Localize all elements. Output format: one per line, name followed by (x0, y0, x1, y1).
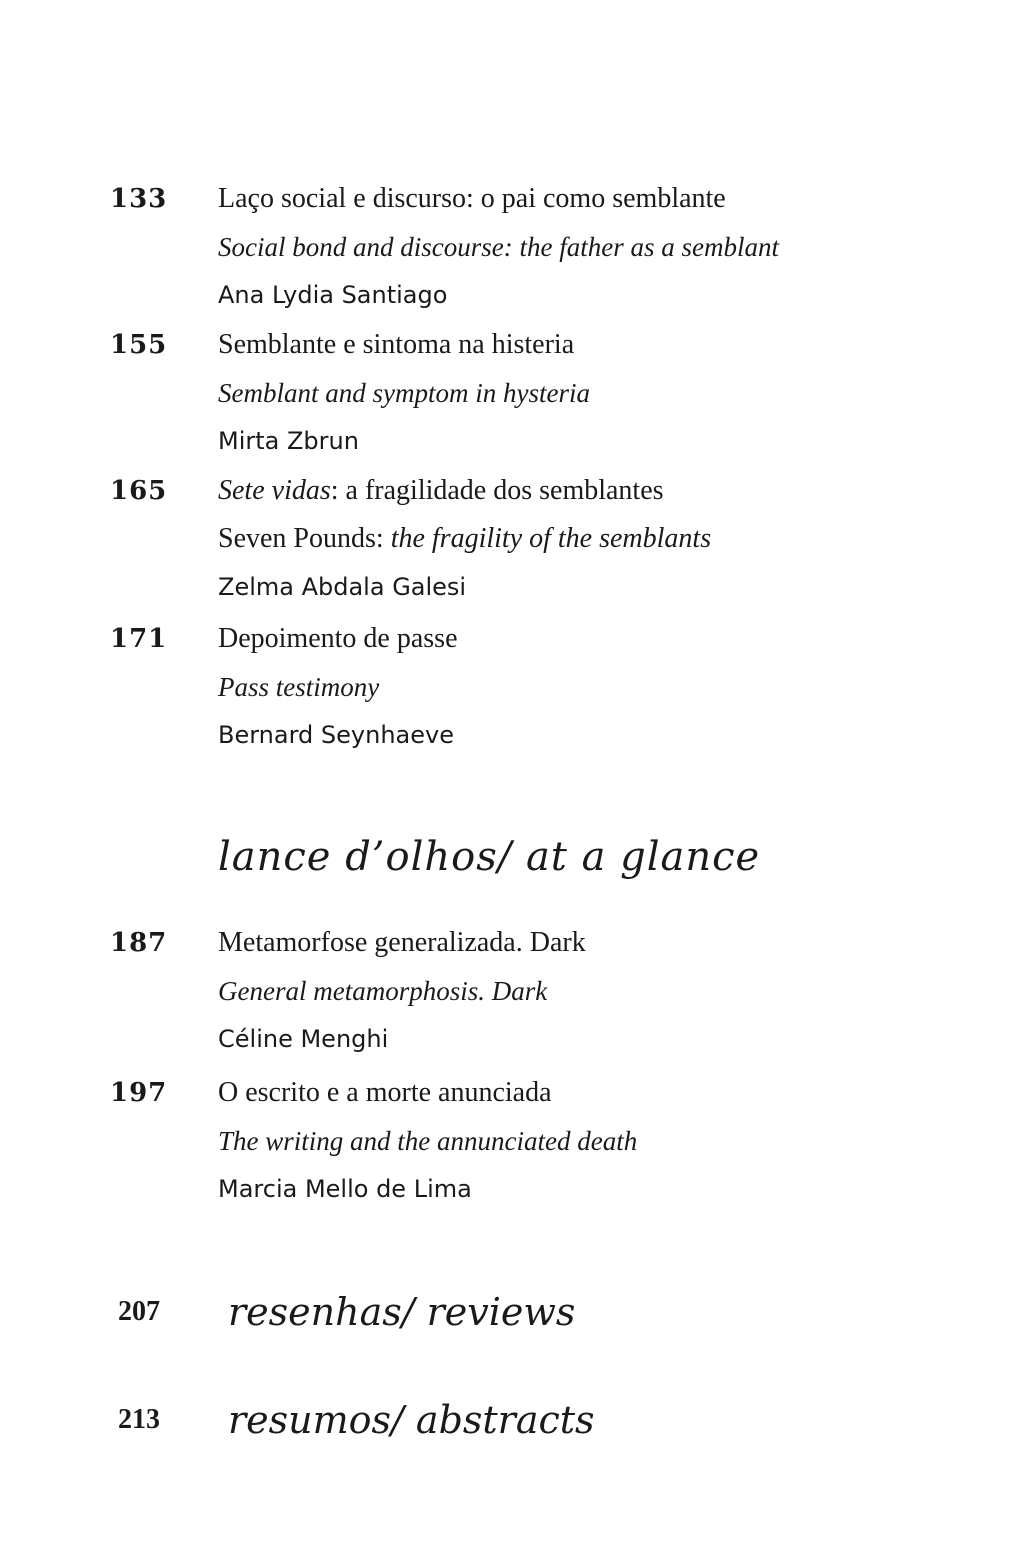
section-label-abstracts: resumos/ abstracts (228, 1398, 595, 1442)
page-number: 213 (118, 1404, 160, 1435)
section-label-reviews: resenhas/ reviews (228, 1290, 576, 1334)
entry-title-rest: : a fragilidade dos semblantes (330, 475, 664, 506)
entry-author: Marcia Mello de Lima (218, 1175, 472, 1203)
page-number: 187 (110, 928, 168, 958)
entry-author: Ana Lydia Santiago (218, 281, 448, 309)
entry-author: Zelma Abdala Galesi (218, 573, 467, 601)
entry-lines (218, 1078, 838, 1222)
entry-title: Laço social e discurso: o pai como semblante (218, 183, 726, 214)
entry-lines (218, 184, 838, 328)
entry-subtitle: Pass testimony (218, 672, 380, 702)
entry-title-italic: Sete vidas (218, 475, 331, 506)
entry-lines (218, 928, 838, 1072)
entry-subtitle: Social bond and discourse: the father as a semblant (218, 232, 779, 262)
page-number: 165 (110, 476, 168, 506)
entry-subtitle: Semblant and symptom in hysteria (218, 378, 590, 408)
entry-lines (218, 476, 838, 620)
page-number: 207 (118, 1296, 160, 1327)
entry-subtitle: General metamorphosis. Dark (218, 976, 548, 1006)
page-number: 155 (110, 330, 168, 360)
entry-lines (218, 624, 838, 768)
entry-subtitle: The writing and the annunciated death (218, 1126, 638, 1156)
entry-title: O escrito e a morte anunciada (218, 1077, 552, 1108)
entry-title (218, 476, 838, 524)
entry-subtitle-italic: the fragility of the semblants (390, 523, 712, 554)
entry-subtitle (218, 524, 838, 572)
entry-subtitle-plain: Seven Pounds: (218, 523, 391, 554)
page-number: 133 (110, 184, 168, 214)
entry-author: Céline Menghi (218, 1025, 389, 1053)
entry-lines (218, 330, 838, 474)
entry-title: Metamorfose generalizada. Dark (218, 927, 586, 958)
page-number: 171 (110, 624, 168, 654)
entry-author: Mirta Zbrun (218, 427, 359, 455)
section-heading-at-a-glance: lance d’olhos/ at a glance (218, 834, 761, 880)
page-number: 197 (110, 1078, 168, 1108)
entry-title: Semblante e sintoma na histeria (218, 329, 575, 360)
entry-author: Bernard Seynhaeve (218, 721, 454, 749)
entry-title: Depoimento de passe (218, 623, 458, 654)
